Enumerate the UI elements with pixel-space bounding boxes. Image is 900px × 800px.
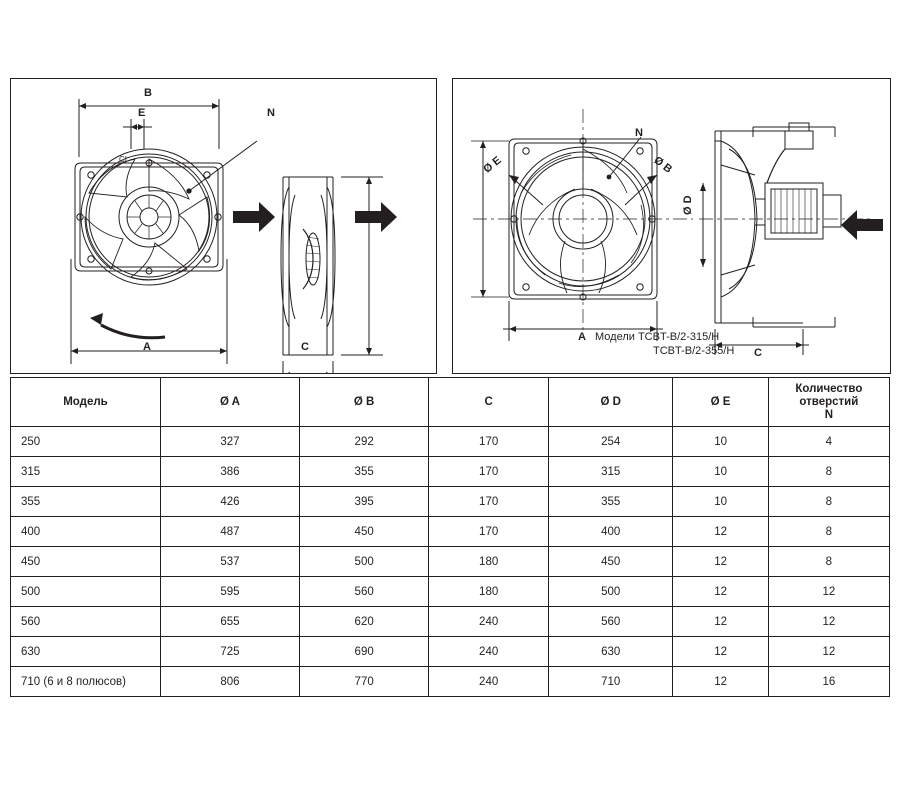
table-row [11, 487, 890, 517]
right-fan-drawing [453, 79, 890, 373]
cell-e: 12 [673, 637, 768, 667]
cell-model: 450 [11, 547, 161, 577]
cell-model: 400 [11, 517, 161, 547]
cell-a: 537 [160, 547, 299, 577]
dim-label-ob-right: Ø B [651, 154, 675, 176]
cell-e: 12 [673, 667, 768, 697]
header-diameter-a: Ø A [160, 378, 299, 427]
cell-c: 170 [429, 457, 549, 487]
cell-a: 386 [160, 457, 299, 487]
cell-e: 12 [673, 577, 768, 607]
cell-a: 806 [160, 667, 299, 697]
cell-e: 10 [673, 427, 768, 457]
cell-b: 560 [299, 577, 428, 607]
dim-label-oe-right: Ø E [481, 154, 504, 176]
cell-c: 170 [429, 487, 549, 517]
cell-a: 655 [160, 607, 299, 637]
cell-n: 12 [768, 577, 889, 607]
header-diameter-b: Ø B [299, 378, 428, 427]
cell-e: 12 [673, 517, 768, 547]
model-caption-line1: Модели TCBT-B/2-315/H [595, 331, 720, 343]
table-row [11, 667, 890, 697]
table-row [11, 457, 890, 487]
cell-d: 630 [548, 637, 672, 667]
left-drawing-panel [10, 78, 437, 374]
dim-label-e-left: E [138, 107, 146, 119]
header-diameter-d: Ø D [548, 378, 672, 427]
dim-label-c-left: C [301, 341, 309, 353]
table-header-row [11, 378, 890, 427]
cell-model: 630 [11, 637, 161, 667]
cell-d: 315 [548, 457, 672, 487]
cell-c: 170 [429, 427, 549, 457]
cell-model: 315 [11, 457, 161, 487]
cell-b: 620 [299, 607, 428, 637]
cell-b: 500 [299, 547, 428, 577]
cell-n: 16 [768, 667, 889, 697]
cell-b: 395 [299, 487, 428, 517]
model-caption [595, 330, 825, 358]
cell-model: 250 [11, 427, 161, 457]
cell-n: 8 [768, 547, 889, 577]
table-row [11, 547, 890, 577]
header-holes-count [768, 378, 889, 427]
header-holes-line3: N [824, 408, 834, 421]
dim-label-c-right: C [754, 347, 762, 359]
dim-label-n-right: N [635, 127, 643, 139]
cell-model: 500 [11, 577, 161, 607]
cell-n: 8 [768, 457, 889, 487]
dim-label-od-right: Ø D [682, 195, 694, 215]
cell-d: 254 [548, 427, 672, 457]
header-holes-line2: отверстий [799, 395, 859, 408]
cell-a: 595 [160, 577, 299, 607]
cell-n: 8 [768, 487, 889, 517]
cell-c: 240 [429, 667, 549, 697]
left-fan-drawing [11, 79, 436, 373]
detail-label-ci: CI [119, 155, 127, 164]
cell-d: 710 [548, 667, 672, 697]
cell-model: 560 [11, 607, 161, 637]
cell-c: 180 [429, 577, 549, 607]
table-row [11, 427, 890, 457]
cell-d: 450 [548, 547, 672, 577]
cell-b: 355 [299, 457, 428, 487]
cell-c: 240 [429, 607, 549, 637]
cell-n: 8 [768, 517, 889, 547]
cell-n: 12 [768, 607, 889, 637]
dim-label-a-right: A [578, 331, 586, 343]
cell-a: 487 [160, 517, 299, 547]
dimensions-table [10, 377, 890, 697]
header-model: Модель [11, 378, 161, 427]
dim-label-n-left: N [267, 107, 275, 119]
cell-c: 180 [429, 547, 549, 577]
model-caption-line2: TCBT-B/2-355/H [653, 345, 735, 357]
dim-label-a-left: A [143, 341, 151, 353]
cell-b: 450 [299, 517, 428, 547]
table-row [11, 607, 890, 637]
cell-model: 355 [11, 487, 161, 517]
cell-a: 327 [160, 427, 299, 457]
cell-d: 560 [548, 607, 672, 637]
cell-e: 10 [673, 487, 768, 517]
cell-c: 170 [429, 517, 549, 547]
dim-label-b-left: B [144, 87, 152, 99]
cell-b: 690 [299, 637, 428, 667]
table-row [11, 577, 890, 607]
cell-n: 12 [768, 637, 889, 667]
cell-d: 400 [548, 517, 672, 547]
cell-n: 4 [768, 427, 889, 457]
table-row [11, 637, 890, 667]
cell-c: 240 [429, 637, 549, 667]
header-c: C [429, 378, 549, 427]
cell-e: 10 [673, 457, 768, 487]
cell-a: 426 [160, 487, 299, 517]
cell-b: 292 [299, 427, 428, 457]
header-holes-line1: Количество [795, 382, 863, 395]
cell-b: 770 [299, 667, 428, 697]
table-body [11, 427, 890, 697]
cell-e: 12 [673, 547, 768, 577]
table-row [11, 517, 890, 547]
cell-e: 12 [673, 607, 768, 637]
cell-a: 725 [160, 637, 299, 667]
header-diameter-e: Ø E [673, 378, 768, 427]
cell-model: 710 (6 и 8 полюсов) [11, 667, 161, 697]
cell-d: 355 [548, 487, 672, 517]
cell-d: 500 [548, 577, 672, 607]
